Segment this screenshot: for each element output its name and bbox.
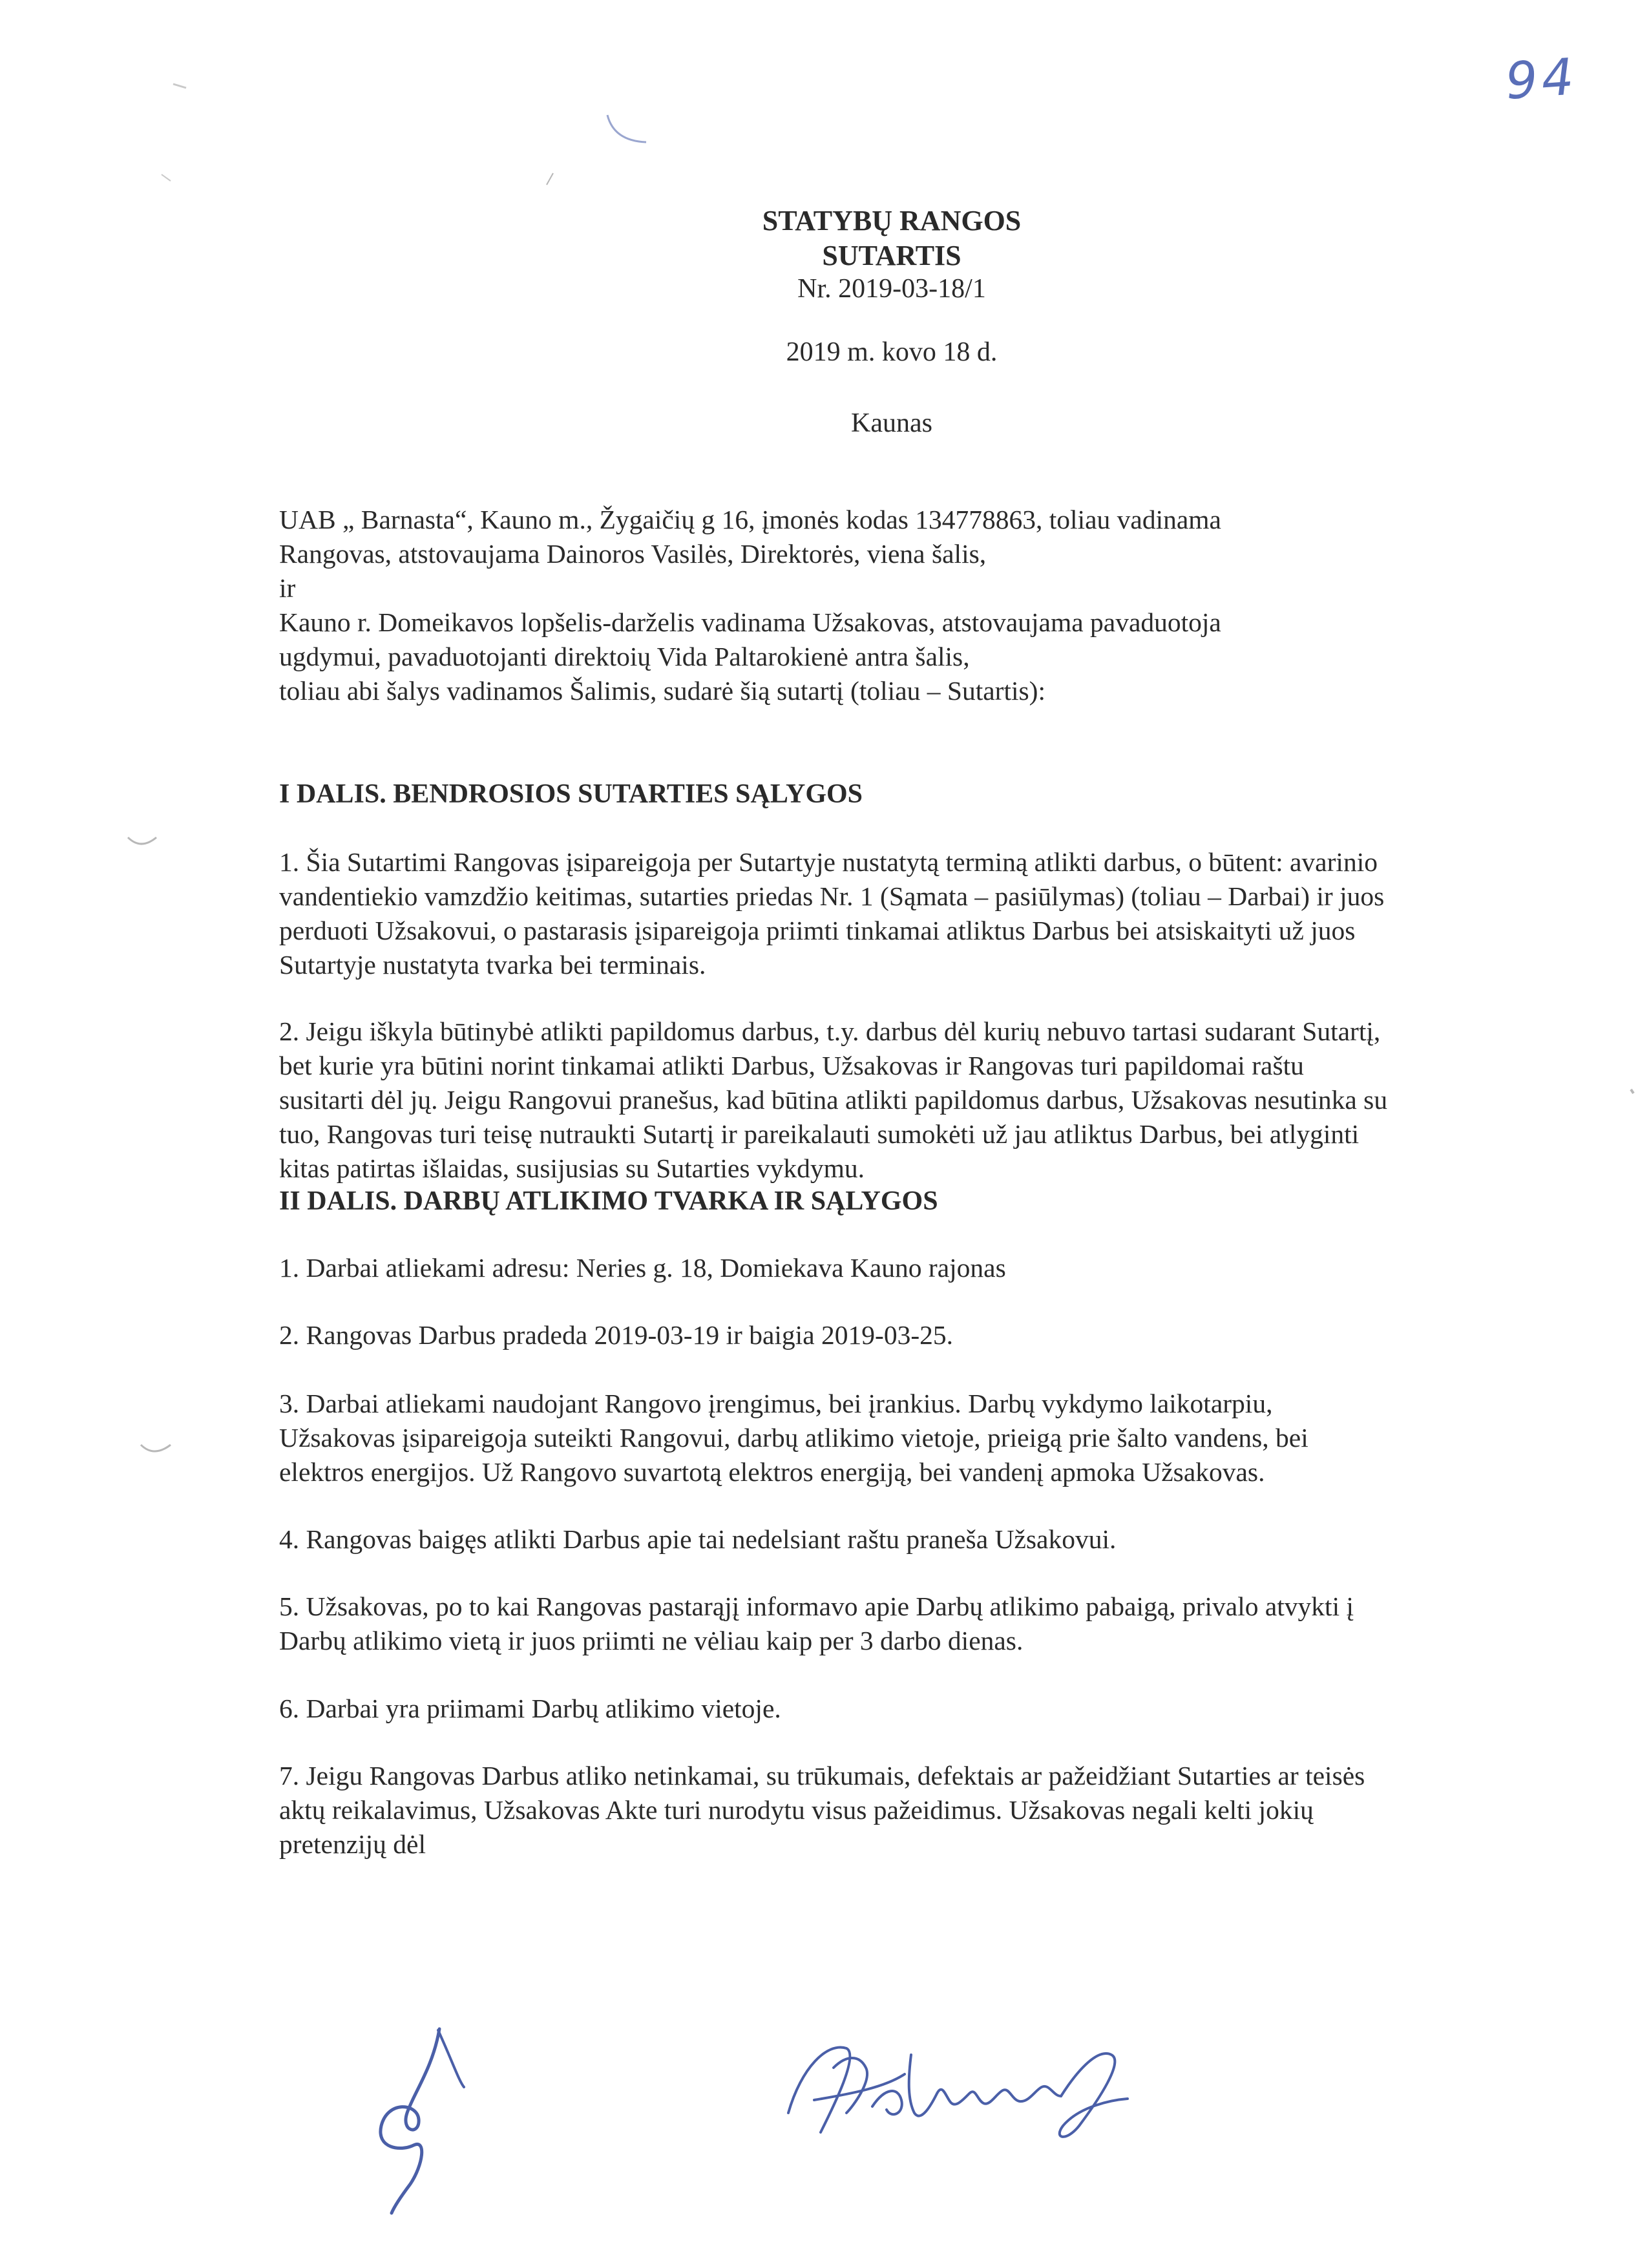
clause-line: 4. Rangovas baigęs atlikti Darbus apie tai nedelsiant raštu praneša Užsakovui.: [279, 1524, 1117, 1554]
parties-line: Kauno r. Domeikavos lopšelis-darželis vadinama Užsakovas, atstovaujama pavaduotoja: [279, 607, 1221, 637]
clause-line: Užsakovas įsipareigoja suteikti Rangovui, darbų atlikimo vietoje, prieigą prie šalto vandens, bei: [279, 1423, 1308, 1453]
clause-line: 7. Jeigu Rangovas Darbus atliko netinkamai, su trūkumais, defektais ar pažeidžiant Sutarties ar teisės: [279, 1761, 1365, 1790]
signature-left: [362, 2022, 478, 2216]
clause-line: 2. Jeigu iškyla būtinybė atlikti papildomus darbus, t.y. darbus dėl kurių nebuvo tartasi sudarant Sutartį,: [279, 1016, 1381, 1046]
clause-line: 1. Darbai atliekami adresu: Neries g. 18, Domiekava Kauno rajonas: [279, 1253, 1006, 1283]
parties-line: ugdymui, pavaduotojanti direktoių Vida Paltarokienė antra šalis,: [279, 642, 970, 671]
clause-line: Sutartyje nustatyta tvarka bei terminais.: [279, 950, 706, 980]
parties-line: toliau abi šalys vadinamos Šalimis, sudarė šią sutartį (toliau – Sutartis):: [279, 676, 1046, 706]
clause-line: 6. Darbai yra priimami Darbų atlikimo vietoje.: [279, 1694, 781, 1723]
signature-right: [775, 2029, 1137, 2152]
section-2-heading: II DALIS. DARBŲ ATLIKIMO TVARKA IR SĄLYGOS: [279, 1186, 938, 1216]
section-2-clause-2: [279, 1318, 1507, 1352]
parties-line: Rangovas, atstovaujama Dainoros Vasilės, Direktorės, viena šalis,: [279, 539, 987, 569]
section-1-heading: I DALIS. BENDROSIOS SUTARTIES SĄLYGOS: [279, 779, 863, 809]
contract-title-line-2: SUTARTIS: [822, 240, 961, 271]
clause-line: elektros energijos. Už Rangovo suvartotą elektros energiją, bei vandenį apmoka Užsakovas.: [279, 1457, 1265, 1487]
clause-line: susitarti dėl jų. Jeigu Rangovui pranešus, kad būtina atlikti papildomus darbus, Užsakovas nesutinka su: [279, 1085, 1388, 1115]
clause-line: pretenzijų dėl: [279, 1829, 426, 1859]
section-2-clause-4: [279, 1522, 1507, 1557]
clause-line: perduoti Užsakovui, o pastarasis įsipareigoja priimti tinkamai atliktus Darbus bei atsiskaityti už juos: [279, 916, 1356, 945]
section-1-clause-2: [279, 1014, 1507, 1186]
clause-line: 5. Užsakovas, po to kai Rangovas pastarąjį informavo apie Darbų atlikimo pabaigą, privalo atvykti į: [279, 1591, 1354, 1621]
contract-city: Kaunas: [851, 408, 932, 438]
section-1-clause-1: [279, 845, 1507, 982]
parties-line: UAB „ Barnasta“, Kauno m., Žygaičių g 16, įmonės kodas 134778863, toliau vadinama: [279, 505, 1221, 534]
clause-line: vandentiekio vamzdžio keitimas, sutarties priedas Nr. 1 (Sąmata – pasiūlymas) (toliau – Darbai) ir juos: [279, 881, 1385, 911]
section-2-clause-7: [279, 1759, 1507, 1862]
section-2-clause-1: [279, 1251, 1507, 1285]
clause-line: bet kurie yra būtini norint tinkamai atlikti Darbus, Užsakovas ir Rangovas turi papildomai raštu: [279, 1051, 1304, 1080]
contract-date: 2019 m. kovo 18 d.: [786, 337, 998, 367]
parties-line: ir: [279, 573, 296, 603]
section-2-clause-3: [279, 1387, 1507, 1489]
clause-line: aktų reikalavimus, Užsakovas Akte turi nurodytu visus pažeidimus. Užsakovas negali kelti jokių: [279, 1795, 1314, 1825]
parties-paragraph: [279, 503, 1507, 708]
clause-line: tuo, Rangovas turi teisę nutraukti Sutartį ir pareikalauti sumokėti už jau atliktus Darbus, bei atlyginti: [279, 1119, 1360, 1149]
clause-line: Darbų atlikimo vietą ir juos priimti ne vėliau kaip per 3 darbo dienas.: [279, 1626, 1024, 1655]
clause-line: kitas patirtas išlaidas, susijusias su Sutarties vykdymu.: [279, 1153, 865, 1183]
clause-line: 3. Darbai atliekami naudojant Rangovo įrengimus, bei įrankius. Darbų vykdymo laikotarpiu,: [279, 1389, 1273, 1418]
handwritten-page-number: 94: [1503, 48, 1580, 111]
contract-title-line-1: STATYBŲ RANGOS: [762, 205, 1022, 236]
clause-line: 2. Rangovas Darbus pradeda 2019-03-19 ir baigia 2019-03-25.: [279, 1320, 954, 1350]
contract-number: Nr. 2019-03-18/1: [797, 274, 986, 304]
section-2-clause-6: [279, 1692, 1507, 1726]
clause-line: 1. Šia Sutartimi Rangovas įsipareigoja per Sutartyje nustatytą terminą atlikti darbus, o būtent: avarinio: [279, 847, 1378, 877]
section-2-clause-5: [279, 1590, 1507, 1658]
